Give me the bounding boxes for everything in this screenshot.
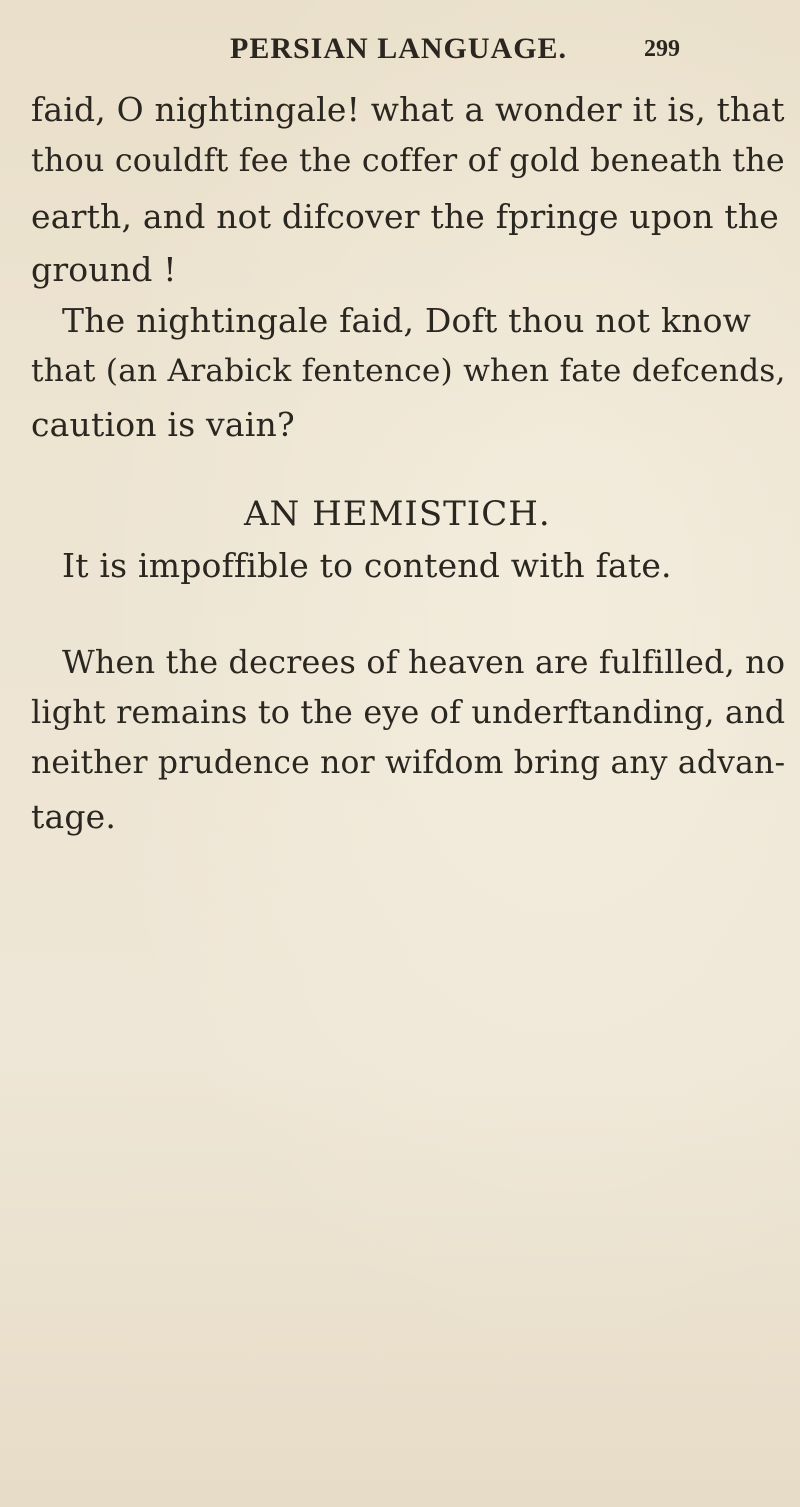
text-line: neither prudence nor wifdom bring any advan-	[31, 745, 786, 781]
page-number: 299	[644, 36, 680, 62]
text-line: light remains to the eye of underftanding, and	[31, 695, 786, 731]
text-line: faid, O nightingale! what a wonder it is, that	[31, 90, 785, 129]
text-line: that (an Arabick fentence) when fate defcends,	[31, 353, 786, 389]
running-head	[0, 20, 800, 65]
section-heading: AN HEMISTICH.	[244, 494, 551, 534]
text-line: thou couldft fee the coffer of gold beneath the	[31, 143, 785, 179]
text-line: The nightingale faid, Doft thou not know	[62, 301, 752, 340]
text-line: When the decrees of heaven are fulfilled, no	[62, 643, 786, 681]
text-line: ground !	[31, 250, 177, 289]
text-line: tage.	[31, 797, 117, 836]
text-line: earth, and not difcover the fpringe upon the	[31, 197, 779, 236]
text-line: caution is vain?	[31, 405, 295, 444]
section-subline: It is impoffible to contend with fate.	[62, 546, 672, 585]
running-title: PERSIAN LANGUAGE.	[230, 32, 568, 65]
